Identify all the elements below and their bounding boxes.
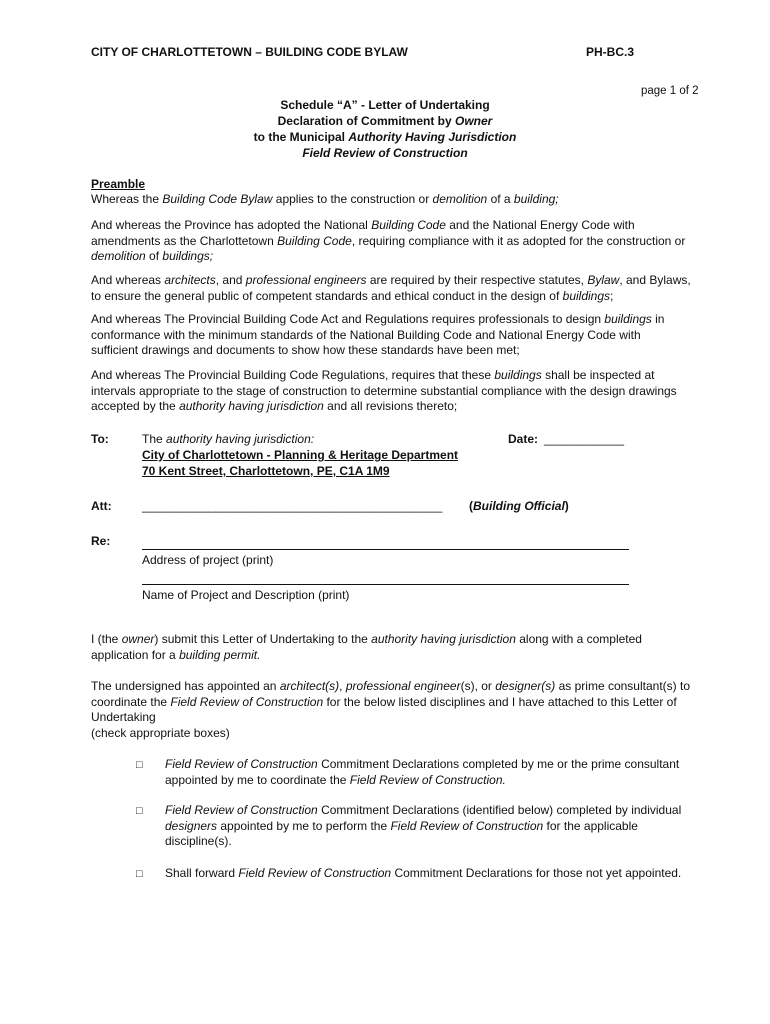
- text-run: owner: [121, 632, 155, 646]
- header-document-code: PH-BC.3: [586, 45, 635, 59]
- text-run: for the below listed disciplines and I have attached to this Letter of Undertaking: [91, 694, 677, 724]
- date-label: Date:: [508, 432, 539, 446]
- text-run: professional engineers: [245, 273, 367, 287]
- text-run: building;: [513, 192, 559, 206]
- preamble-paragraph-2: [91, 218, 691, 265]
- project-address-caption: Address of project (print): [142, 553, 274, 567]
- text-run: authority having jurisdiction: [371, 632, 516, 646]
- recipient-department: City of Charlottetown - Planning & Heritage Department: [142, 448, 459, 462]
- authority-title: [0, 129, 770, 145]
- text-run: Building Code Bylaw: [162, 192, 273, 206]
- text-run: buildings;: [162, 249, 214, 263]
- text-run: shall be inspected at intervals appropriate to the stage of construction to determine substantial compliance with the design drawings accepted by the: [91, 368, 677, 413]
- preamble-heading: Preamble: [91, 177, 146, 191]
- page-number: page 1 of 2: [641, 85, 699, 97]
- text-run: Building Code: [371, 218, 446, 232]
- option-3-text: [165, 866, 685, 882]
- text-run: architects: [164, 273, 216, 287]
- text-run: , and: [215, 273, 246, 287]
- declaration-text: Declaration of Commitment by: [277, 114, 455, 128]
- text-run: designer(s): [495, 679, 556, 693]
- declaration-title: [0, 113, 770, 129]
- recipient-address: 70 Kent Street, Charlottetown, PE, C1A 1M9: [142, 464, 390, 478]
- text-run: And whereas the Province has adopted the National: [91, 218, 372, 232]
- text-run: And whereas: [91, 273, 165, 287]
- check-boxes-instruction: (check appropriate boxes): [91, 725, 230, 740]
- text-run: Commitment Declarations completed by me or the prime consultant appointed by me to coordinate the: [165, 757, 680, 787]
- text-run: Shall forward: [165, 866, 239, 880]
- text-run: Bylaw: [587, 273, 620, 287]
- option-1-checkbox[interactable]: □: [136, 759, 143, 771]
- text-run: buildings: [562, 288, 611, 303]
- text-run: Whereas the: [91, 192, 163, 206]
- option-2-text: [165, 803, 685, 850]
- text-run: Building Code: [277, 233, 352, 248]
- text-run: buildings: [494, 368, 542, 382]
- text-run: , and Bylaws, to ensure the general public of competent standards and ethical conduct in the design of: [91, 273, 691, 303]
- text-run: ) submit this Letter of Undertaking to the: [154, 632, 372, 646]
- text-run: of: [145, 249, 163, 263]
- text-run: in conformance with the minimum standards of the National Building Code and National Energy Code with sufficient drawings and documents to show how these standards have been met;: [91, 312, 665, 357]
- text-run: authority having jurisdiction: [179, 399, 324, 413]
- appointment-text: [91, 679, 690, 724]
- date-field[interactable]: ____________: [544, 432, 625, 446]
- to-prefix: The: [142, 432, 167, 446]
- schedule-title: Schedule “A” - Letter of Undertaking: [280, 98, 490, 112]
- authority-term: authority having jurisdiction:: [166, 432, 315, 446]
- re-label: Re:: [91, 534, 111, 548]
- building-official-label: Building Official: [473, 499, 565, 513]
- text-run: ;: [610, 288, 614, 303]
- header-bylaw-title: CITY OF CHARLOTTETOWN – BUILDING CODE BYLAW: [91, 45, 408, 59]
- to-label: To:: [91, 432, 109, 446]
- project-name-field[interactable]: [142, 584, 629, 585]
- text-run: for the applicable discipline(s).: [165, 818, 638, 848]
- text-run: Field Review of Construction: [238, 866, 392, 880]
- building-official-note: (Building Official): [469, 499, 569, 513]
- text-run: Field Review of Construction: [165, 803, 318, 817]
- text-run: (s), or: [460, 679, 496, 693]
- att-field[interactable]: _____________________________________________: [142, 499, 443, 513]
- text-run: of a: [487, 192, 514, 206]
- text-run: demolition: [432, 192, 488, 206]
- option-2-checkbox[interactable]: □: [136, 805, 143, 817]
- text-run: appointed by me to perform the: [217, 818, 391, 833]
- text-run: Commitment Declarations for those not yet appointed.: [391, 866, 682, 880]
- text-run: and the National Energy Code with amendments as the Charlottetown: [91, 218, 635, 248]
- authority-text: to the Municipal: [253, 130, 349, 144]
- option-1-text: [165, 757, 685, 788]
- field-review-title: Field Review of Construction: [302, 146, 468, 160]
- preamble-paragraph-5: [91, 368, 691, 415]
- text-run: and all revisions thereto;: [323, 399, 458, 413]
- text-run: ,: [339, 679, 346, 693]
- option-3-checkbox[interactable]: □: [136, 868, 143, 880]
- preamble-paragraph-3: [91, 273, 691, 304]
- text-run: professional engineer: [345, 679, 461, 693]
- text-run: buildings: [604, 312, 652, 326]
- text-run: Field Review of Construction: [390, 818, 544, 833]
- text-run: architect(s): [279, 679, 340, 693]
- text-run: building permit.: [179, 647, 261, 662]
- text-run: Field Review of Construction.: [349, 772, 506, 787]
- text-run: The undersigned has appointed an: [91, 679, 280, 693]
- text-run: are required by their respective statutes,: [366, 273, 588, 287]
- text-run: And whereas The Provincial Building Code Regulations, requires that these: [91, 368, 495, 382]
- to-authority-line: [142, 432, 314, 446]
- att-label: Att:: [91, 499, 112, 513]
- text-run: along with a completed application for a: [91, 632, 642, 662]
- appointment-paragraph: [91, 679, 691, 741]
- text-run: Field Review of Construction: [165, 757, 318, 771]
- text-run: I (the: [91, 632, 122, 646]
- owner-term: Owner: [455, 114, 493, 128]
- text-run: applies to the construction or: [272, 192, 433, 206]
- text-run: demolition: [91, 249, 146, 263]
- text-run: Commitment Declarations (identified below) completed by individual: [317, 803, 682, 817]
- text-run: as prime consultant(s) to coordinate the: [91, 679, 690, 709]
- project-name-caption: Name of Project and Description (print): [142, 588, 350, 602]
- project-address-field[interactable]: [142, 549, 629, 550]
- preamble-paragraph-4: [91, 312, 691, 359]
- submission-paragraph: [91, 632, 691, 663]
- text-run: Field Review of Construction: [170, 694, 324, 709]
- text-run: designers: [165, 818, 218, 833]
- text-run: And whereas The Provincial Building Code Act and Regulations requires professionals to design: [91, 312, 605, 326]
- preamble-paragraph-1: [91, 192, 691, 208]
- authority-term: Authority Having Jurisdiction: [348, 130, 517, 144]
- text-run: , requiring compliance with it as adopted for the construction or: [351, 233, 686, 248]
